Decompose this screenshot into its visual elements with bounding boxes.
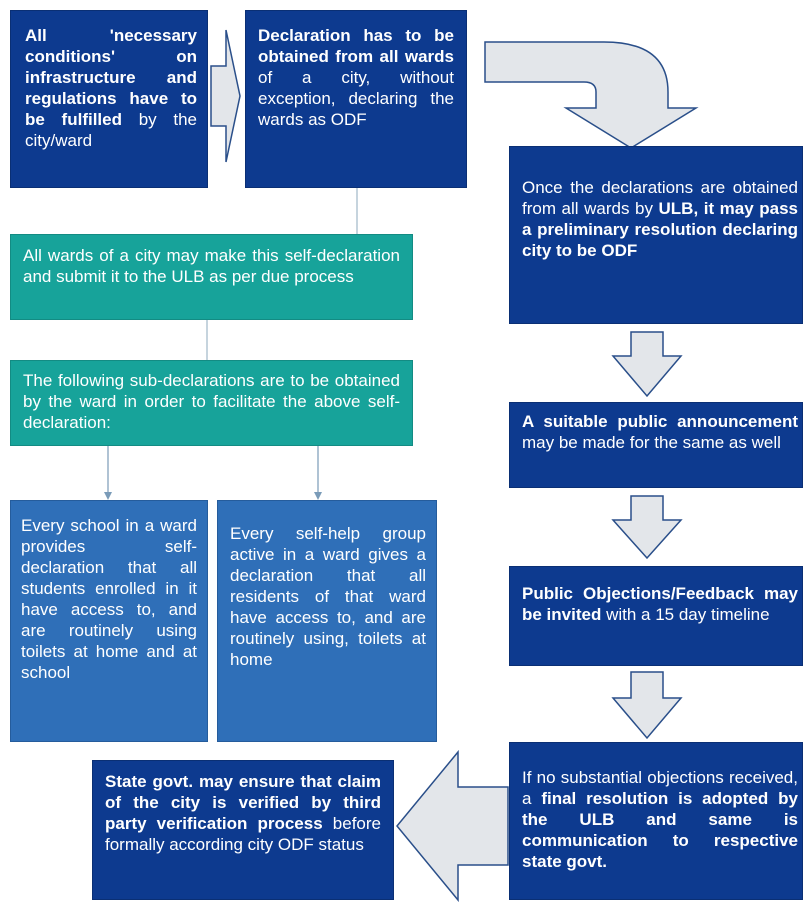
text-run: ULB, it may pass a preliminary resolution declaring city to be ODF bbox=[522, 199, 798, 260]
text-run: with a 15 day timeline bbox=[601, 605, 770, 624]
self-declaration-box bbox=[10, 234, 413, 320]
final-resolution-box bbox=[509, 742, 803, 900]
box-text bbox=[522, 411, 798, 453]
connector-arrowhead-3 bbox=[104, 492, 112, 500]
text-run: final resolution is adopted by the ULB and same is communication to respective state govt. bbox=[522, 789, 798, 871]
text-run: All wards of a city may make this self-declaration and submit it to the ULB as per due process bbox=[23, 246, 400, 286]
box-text bbox=[230, 523, 426, 670]
text-run: Every school in a ward provides self-declaration that all students enrolled in it have access to, and are routinely using toilets at home and at school bbox=[21, 516, 197, 682]
declaration-box bbox=[245, 10, 467, 188]
text-run: Public Objections/Feedback may be invited bbox=[522, 584, 798, 624]
conditions-box bbox=[10, 10, 208, 188]
public-announcement-box bbox=[509, 402, 803, 488]
text-run: may be made for the same as well bbox=[522, 433, 781, 452]
school-declaration-box bbox=[10, 500, 208, 742]
text-run: All 'necessary conditions' on infrastructure and regulations have to be fulfilled bbox=[25, 26, 197, 129]
right-arrow-1 bbox=[211, 30, 240, 162]
box-text bbox=[522, 177, 798, 261]
box-text bbox=[23, 245, 400, 287]
text-run: The following sub-declarations are to be obtained by the ward in order to facilitate the above self-declaration: bbox=[23, 371, 400, 432]
box-text bbox=[258, 25, 454, 130]
text-run: Once the declarations are obtained from all wards by bbox=[522, 178, 798, 218]
down-arrow-3 bbox=[613, 672, 681, 738]
text-run: ODF bbox=[330, 110, 367, 129]
text-run: before formally according city ODF status bbox=[105, 814, 381, 854]
text-run: by the city/ward bbox=[25, 110, 197, 150]
preliminary-resolution-box bbox=[509, 146, 803, 324]
down-arrow-1 bbox=[613, 332, 681, 396]
sub-declarations-box bbox=[10, 360, 413, 446]
state-verification-box bbox=[92, 760, 394, 900]
curved-arrow bbox=[485, 42, 696, 148]
text-run: of a city, without exception, declaring the wards as bbox=[258, 68, 454, 129]
public-objections-box bbox=[509, 566, 803, 666]
text-run: Declaration has to be obtained from all wards bbox=[258, 26, 454, 66]
text-run: If no substantial objections received, a bbox=[522, 768, 798, 808]
left-arrow bbox=[397, 752, 508, 900]
shg-declaration-box bbox=[217, 500, 437, 742]
down-arrow-2 bbox=[613, 496, 681, 558]
text-run: A suitable public announcement bbox=[522, 412, 798, 431]
box-text bbox=[522, 767, 798, 872]
box-text bbox=[21, 515, 197, 683]
connector-arrowhead-4 bbox=[314, 492, 322, 500]
text-run: State govt. may ensure that claim of the city is verified by third party verification process bbox=[105, 772, 381, 833]
box-text bbox=[23, 370, 400, 433]
box-text bbox=[105, 771, 381, 855]
text-run: Every self-help group active in a ward gives a declaration that all residents of that ward have access to, and are routinely using, toilets at home bbox=[230, 524, 426, 669]
box-text bbox=[25, 25, 197, 151]
box-text bbox=[522, 583, 798, 625]
